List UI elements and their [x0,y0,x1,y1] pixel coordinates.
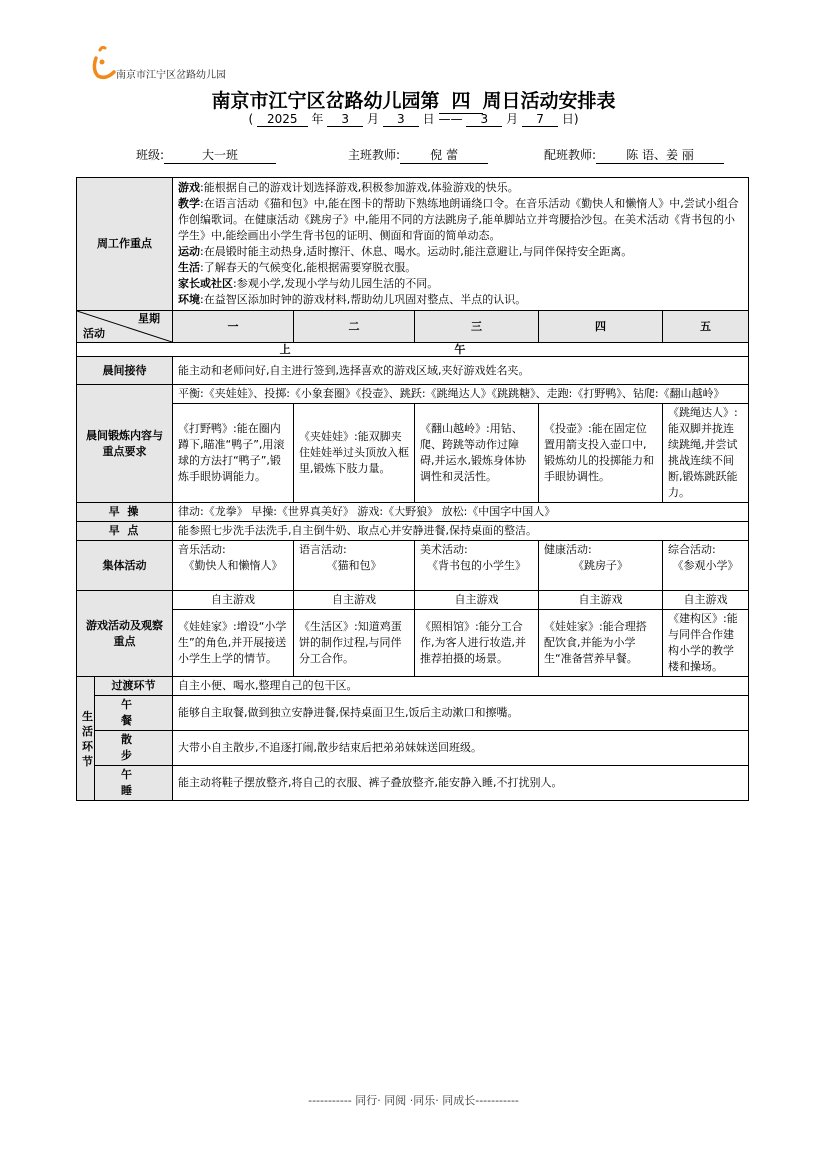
arrival-row [77,357,749,385]
date-start-month: 3 [327,112,363,127]
morning-exercise-label: 早 操 [77,503,173,522]
lead-teacher-info [348,146,488,164]
exercise-thursday: 《投壶》:能在固定位置用箭支投入壶口中,锻炼幼儿的投掷能力和手眼协调性。 [539,404,663,503]
exercise-summary: 平衡:《夹娃娃》、投掷:《小象套圈》《投壶》、跳跃:《跳绳达人》《跳跳糖》、走跑:《打野鸭》、钻爬:《翻山越岭》 [173,385,749,404]
life-nap-content: 能主动将鞋子摆放整齐,将自己的衣服、裤子叠放整齐,能安静入睡,不打扰别人。 [173,766,749,801]
arrival-content: 能主动和老师问好,自主进行签到,选择喜欢的游戏区域,夹好游戏姓名夹。 [173,357,749,385]
group-monday: 音乐活动: 《勤快人和懒惰人》 [173,541,294,591]
focus-teaching: 教学:在语言活动《猫和包》中,能在图卡的帮助下熟练地朗诵绕口令。在音乐活动《勤快人和懒惰人》中,尝试小组合作创编歌词。在健康活动《跳房子》中,能用不同的方法跳房子,能单脚站立并弯腰拾沙包。在美术活动《背书包的小学生》中,能绘画出小学生背书包的证明、侧面和背面的简单动态。 [178,197,739,242]
exercise-days-row [77,404,749,503]
play-head-row [77,591,749,610]
lead-teacher-value: 倪 蕾 [400,146,488,164]
morning-label: 上 午 [77,343,749,357]
exercise-tuesday: 《夹娃娃》:能双脚夹住娃娃举过头顶放入框里,锻炼下肢力量。 [294,404,415,503]
assist-teacher-info [544,146,724,164]
day-monday: 一 [173,311,294,343]
schedule-table [76,177,749,801]
exercise-wednesday: 《翻山越岭》:用钻、爬、跨跳等动作过障碍,并运水,锻炼身体协调性和灵活性。 [415,404,539,503]
life-row-lunch [77,696,749,731]
page-footer: ----------- 同行· 同阅 ·同乐· 同成长----------- [308,1094,519,1107]
group-thursday: 健康活动: 《跳房子》 [539,541,663,591]
life-row-transition [77,677,749,696]
title-suffix: 周日活动安排表 [482,90,616,112]
class-value: 大一班 [164,146,276,164]
life-transition-label: 过渡环节 [95,677,173,696]
morning-row [77,343,749,357]
play-tuesday: 《生活区》:知道鸡蛋饼的制作过程,与同伴分工合作。 [294,610,415,677]
snack-content: 能参照七步洗手法洗手,自主倒牛奶、取点心并安静进餐,保持桌面的整洁。 [173,522,749,541]
life-walk-label: 散 步 [95,731,173,766]
play-head-wednesday: 自主游戏 [415,591,539,610]
assist-teacher-label: 配班教师: [544,148,597,162]
life-walk-content: 大带小自主散步,不追逐打闹,散步结束后把弟弟妹妹送回班级。 [173,731,749,766]
week-number: 四 [439,86,482,114]
group-tuesday: 语言活动: 《猫和包》 [294,541,415,591]
corner-weekday-label: 星期 [138,312,160,325]
date-month-unit-2: 月 [506,112,519,126]
school-logo [90,44,260,80]
group-activity-label: 集体活动 [77,541,173,591]
date-open-paren: ( [248,112,254,126]
date-end-month: 3 [466,112,502,127]
class-info [136,146,276,164]
assist-teacher-value: 陈 语、姜 丽 [596,146,724,164]
date-end-day: 7 [522,112,558,127]
day-wednesday: 三 [415,311,539,343]
play-head-friday: 自主游戏 [663,591,749,610]
weekday-header-row [77,311,749,343]
focus-sports: 运动:在晨锻时能主动热身,适时擦汗、休息、喝水。运动时,能注意避让,与同伴保持安全距离。 [178,245,633,258]
date-start-day: 3 [383,112,419,127]
logo-text: 南京市江宁区岔路幼儿园 [116,70,226,81]
day-tuesday: 二 [294,311,415,343]
focus-game: 游戏:能根据自己的游戏计划选择游戏,积极参加游戏,体验游戏的快乐。 [178,181,519,194]
focus-environment: 环境:在益智区添加时钟的游戏材料,帮助幼儿巩固对整点、半点的认识。 [178,293,527,306]
focus-life: 生活:了解春天的气候变化,能根据需要穿脱衣服。 [178,261,417,274]
weekly-focus-label: 周工作重点 [77,178,173,311]
play-head-tuesday: 自主游戏 [294,591,415,610]
weekday-corner-cell [77,311,173,343]
exercise-friday: 《跳绳达人》:能双脚并拢连续跳绳,并尝试挑战连续不间断,锻炼跳跃能力。 [663,404,749,503]
life-lunch-label: 午 餐 [95,696,173,731]
play-head-thursday: 自主游戏 [539,591,663,610]
date-range [0,110,827,127]
morning-exercise-row [77,503,749,522]
play-friday: 《建构区》:能与同伴合作建构小学的教学楼和操场。 [663,610,749,677]
weekly-focus-content [173,178,749,311]
life-label-text: 生 活 环 节 [82,709,93,768]
snack-label: 早 点 [77,522,173,541]
play-days-row [77,610,749,677]
play-thursday: 《娃娃家》:能合理搭配饮食,并能为小学生“准备营养早餐。 [539,610,663,677]
morning-exercise-content: 律动:《龙拳》 早操:《世界真美好》 游戏:《大野狼》 放松:《中国字中国人》 [173,503,749,522]
life-label [77,677,95,801]
focus-parents: 家长或社区:参观小学,发现小学与幼儿园生活的不同。 [178,277,439,290]
corner-activity-label: 活动 [83,327,105,340]
snack-row [77,522,749,541]
play-wednesday: 《照相馆》:能分工合作,为客人进行妆造,并推荐拍摄的场景。 [415,610,539,677]
exercise-summary-row [77,385,749,404]
play-head-monday: 自主游戏 [173,591,294,610]
title-prefix: 南京市江宁区岔路幼儿园第 [211,90,440,112]
arrival-label: 晨间接待 [77,357,173,385]
date-close-paren: ) [573,112,579,126]
date-dash: —— [438,112,463,126]
date-day-unit-2: 日 [561,112,574,126]
play-monday: 《娃娃家》:增设“小学生”的角色,并开展接送小学生上学的情节。 [173,610,294,677]
exercise-monday: 《打野鸭》:能在圈内蹲下,瞄准“鸭子”,用滚球的方法打“鸭子”,锻炼手眼协调能力。 [173,404,294,503]
life-row-walk [77,731,749,766]
life-lunch-content: 能够自主取餐,做到独立安静进餐,保持桌面卫生,饭后主动漱口和擦嘴。 [173,696,749,731]
life-nap-label: 午 睡 [95,766,173,801]
life-row-nap [77,766,749,801]
date-year: 2025 [257,112,308,127]
class-label: 班级: [136,148,165,162]
date-day-unit: 日 [422,112,435,126]
date-month-unit: 月 [367,112,380,126]
group-friday: 综合活动: 《参观小学》 [663,541,749,591]
day-friday: 五 [663,311,749,343]
lead-teacher-label: 主班教师: [348,148,401,162]
group-activity-row [77,541,749,591]
group-wednesday: 美术活动: 《背书包的小学生》 [415,541,539,591]
play-label: 游戏活动及观察重点 [77,591,173,677]
life-transition-content: 自主小便、喝水,整理自己的包干区。 [173,677,749,696]
exercise-label: 晨间锻炼内容与重点要求 [77,385,173,503]
weekly-focus-row [77,178,749,311]
date-year-unit: 年 [311,112,324,126]
day-thursday: 四 [539,311,663,343]
